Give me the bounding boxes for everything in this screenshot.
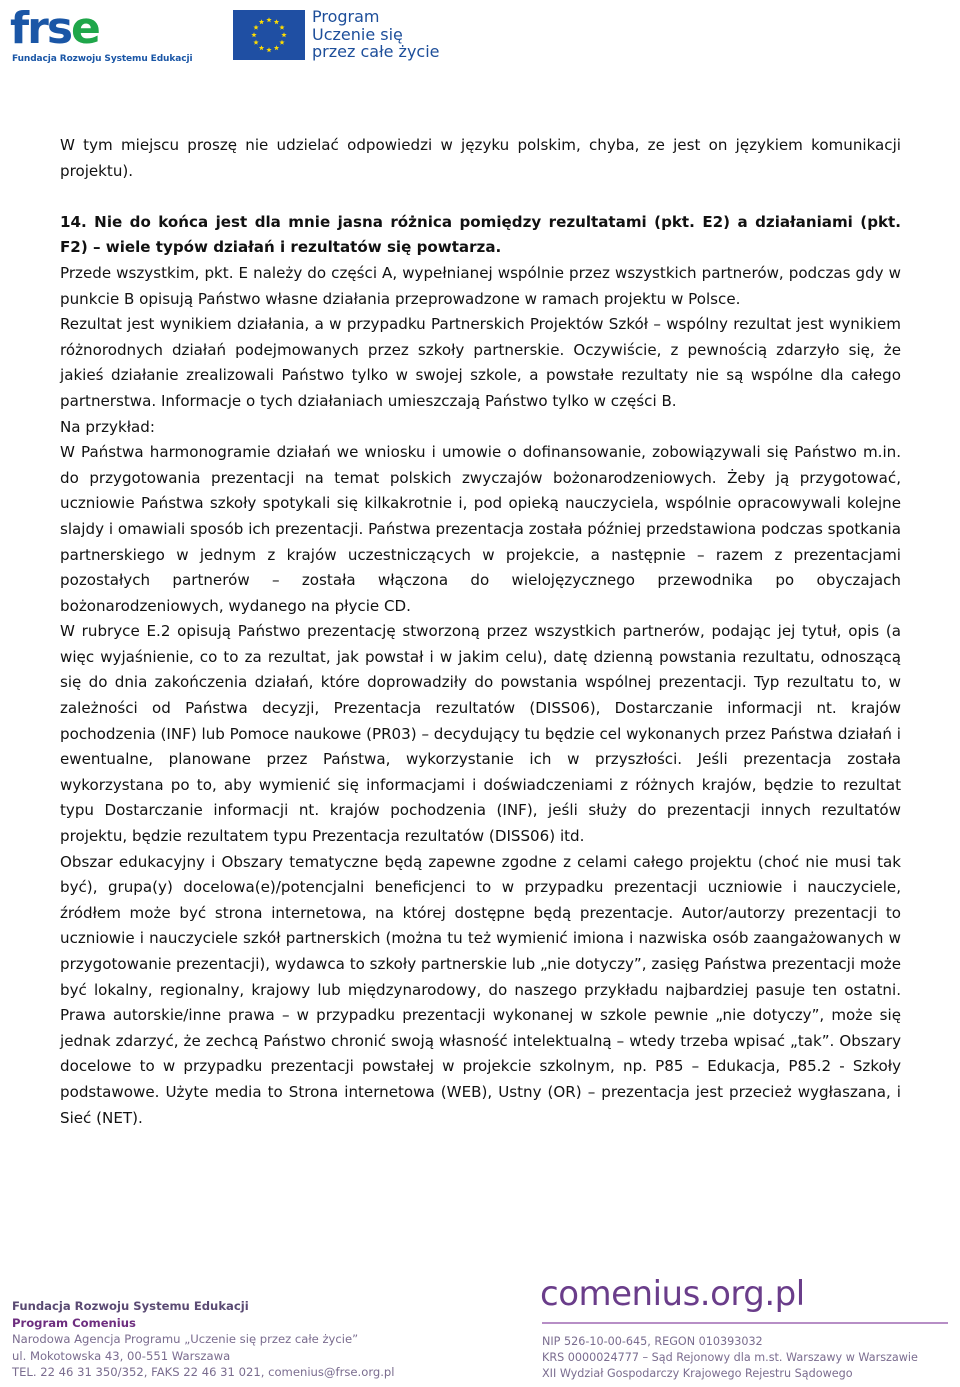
paragraph-language-note: W tym miejscu proszę nie udzielać odpowiedzi w języku polskim, chyba, ze jest on językiem komunikacji projektu).: [60, 136, 901, 180]
frse-logo-subtitle: Fundacja Rozwoju Systemu Edukacji: [12, 54, 193, 64]
paragraph-example-heading: Na przykład:: [60, 417, 155, 436]
frse-logo-word-main: frs: [10, 3, 72, 54]
footer-contact: TEL. 22 46 31 350/352, FAKS 22 46 31 021, comenius@frse.org.pl: [12, 1365, 395, 1379]
footer-krs: KRS 0000024777 – Sąd Rejonowy dla m.st. Warszawy w Warszawie: [542, 1351, 918, 1364]
program-logo-line-3: przez całe życie: [312, 42, 440, 61]
paragraph-answer-intro: Przede wszystkim, pkt. E należy do części A, wypełnianej wspólnie przez wszystkich partnerów, podczas gdy w punkcie B opisują Państwo własne działania przeprowadzone w ramach projektu w Polsce.: [60, 263, 901, 308]
footer-address: ul. Mokotowska 43, 00-551 Warszawa: [12, 1348, 231, 1363]
frse-logo-word-accent: e: [71, 3, 99, 54]
frse-logo: [10, 3, 193, 66]
paragraph-example-description: W Państwa harmonogramie działań we wniosku i umowie o dofinansowanie, zobowiązywali się Państwo m.in. do przygotowania prezentacji na temat polskich zwyczajów bożonarodzeniowych. Żeby ją przygotować, uczniowie Państwa szkoły spotykali się kilkakrotnie i, pod opieką nauczyciela, wspólnie opracowywali kolejne slajdy i omawiali sposób ich prezentacji. Państwa prezentacja została później przedstawiona podczas spotkania partnerskiego w jednym z krajów uczestniczących w projekcie, a następnie – razem z prezentacjami pozostałych partnerów – została włączona do wielojęzycznego przewodnika po obyczajach bożonarodzeniowych, wydanego na płycie CD.: [60, 443, 901, 615]
frse-logo-word: [10, 3, 99, 54]
program-logo: [312, 8, 440, 61]
paragraph-spacer: [60, 184, 901, 210]
document-body: [60, 133, 901, 1131]
paragraph-rubric-e2: W rubryce E.2 opisują Państwo prezentację stworzoną przez wszystkich partnerów, podając jej tytuł, opis (a więc wyjaśnienie, co to za rezultat, jak powstał i w jakim celu), datę dzienną powstania rezultatu, odnoszącą się do dnia zakończenia działań, które doprowadziły do powstania wspólnej prezentacji. Typ rezultatu to, w zależności od Państwa decyzji, Prezentacja rezultatów (DISS06), Dostarczanie informacji nt. krajów pochodzenia (INF) lub Pomoce naukowe (PR03) – decydujący tu będzie cel wykonanych przez Państwa działań i ewentualne, planowane przez Państwa, wykorzystanie ich w przyszłości. Jeśli prezentacja została wykorzystana po to, aby wymienić się informacjami i doświadczeniami z różnych krajów, będzie to rezultat typu Dostarczanie informacji nt. krajów pochodzenia (INF), jeśli służy do prezentacji innych rezultatów projektu, będzie rezultatem typu Prezentacja rezultatów (DISS06) itd.: [60, 622, 901, 846]
footer-nip: NIP 526-10-00-645, REGON 010393032: [542, 1335, 763, 1348]
footer-registry-block: [542, 1334, 918, 1382]
program-logo-line-2: Uczenie się: [312, 24, 403, 44]
footer-agency: Narodowa Agencja Programu „Uczenie się przez całe życie”: [12, 1332, 359, 1346]
paragraph-result-definition: Rezultat jest wynikiem działania, a w przypadku Partnerskich Projektów Szkół – wspólny rezultat jest wynikiem różnorodnych działań podejmowanych przez szkoły partnerskie. Oczywiście, z pewnością zdarzyło się, że jakieś działanie zrealizowali Państwo tylko w swojej szkole, a powstałe rezultaty nie są wspólne dla całego partnerstwa. Informacje o tych działaniach umieszczają Państwo tylko w części B.: [60, 315, 901, 410]
footer-court: XII Wydział Gospodarczy Krajowego Rejestru Sądowego: [542, 1367, 853, 1380]
footer-address-block: [12, 1298, 395, 1381]
page-footer: [0, 1270, 960, 1387]
footer-program-name: Program Comenius: [12, 1315, 136, 1330]
program-logo-line-1: Program: [312, 7, 380, 26]
footer-org-name: Fundacja Rozwoju Systemu Edukacji: [12, 1299, 249, 1313]
page-header: [0, 0, 960, 70]
eu-flag-icon: [233, 10, 305, 60]
comenius-site-logo: comenius.org.pl: [540, 1274, 805, 1314]
question-14: 14. Nie do końca jest dla mnie jasna różnica pomiędzy rezultatami (pkt. E2) a działaniami (pkt. F2) – wiele typów działań i rezultatów się powtarza.: [60, 212, 901, 257]
footer-divider: [542, 1322, 948, 1324]
paragraph-areas: Obszar edukacyjny i Obszary tematyczne będą zapewne zgodne z celami całego projektu (choć nie musi tak być), grupa(y) docelowa(e)/potencjalni beneficjenci to w przypadku prezentacji uczniowie i nauczyciele, źródłem może być strona internetowa, na której dostępne będą prezentacje. Autor/autorzy prezentacji to uczniowie i nauczyciele szkół partnerskich (można tu też wymienić imiona i nazwiska osób zaangażowanych w przygotowanie prezentacji), wydawca to szkoły partnerskie lub „nie dotyczy”, zasięg Państwa prezentacji może być lokalny, regionalny, krajowy lub międzynarodowy, do naszego przykładu najbardziej pasuje ten ostatni. Prawa autorskie/inne prawa – w przypadku prezentacji wykonanej w szkole pewnie „nie dotyczy”, może się jednak zdarzyć, że zechcą Państwo chronić swoją własność intelektualną – wtedy trzeba wpisać „tak”. Obszary docelowe to w przypadku prezentacji powstałej w projekcie szkolnym, np. P85 – Edukacja, P85.2 - Szkoły podstawowe. Użyte media to Strona internetowa (WEB), Ustny (OR) – prezentacja jest przecież wygłaszana, i Sieć (NET).: [60, 852, 901, 1127]
